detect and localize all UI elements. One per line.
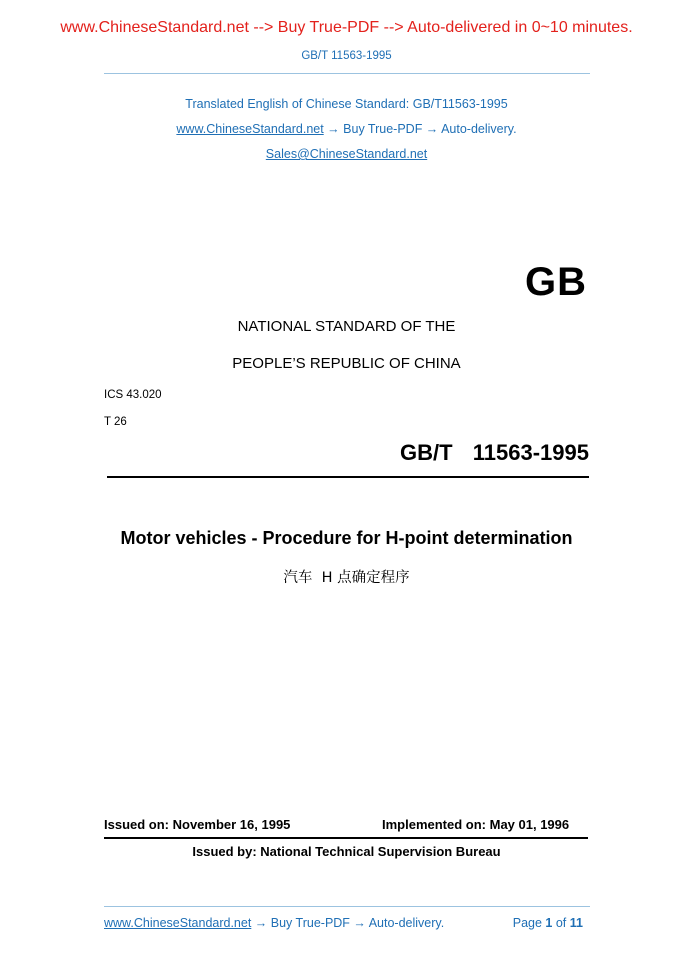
footer-site-link[interactable]: www.ChineseStandard.net (104, 916, 252, 930)
header-standard-code: GB/T 11563-1995 (301, 50, 392, 62)
dates-rule (104, 837, 588, 839)
footer-divider (104, 906, 590, 907)
implemented-date: Implemented on: May 01, 1996 (382, 817, 570, 832)
page-current: 1 (545, 916, 553, 930)
standard-number: GB/T 11563-1995 (399, 440, 589, 465)
issued-date: Issued on: November 16, 1995 (104, 817, 291, 832)
header-divider (104, 73, 590, 74)
document-title-chinese: 汽车 H 点确定程序 (283, 570, 410, 586)
document-title-english: Motor vehicles - Procedure for H-point determination (120, 528, 573, 548)
sales-email-link[interactable]: Sales@ChineseStandard.net (265, 147, 428, 161)
page-of: of (555, 916, 567, 930)
translated-notice: Translated English of Chinese Standard: GB/T11563-1995 (185, 97, 508, 111)
page-total: 11 (569, 916, 583, 930)
ics-code: ICS 43.020 (104, 389, 162, 401)
buy-text: → Buy True-PDF → Auto-delivery. (323, 122, 517, 136)
national-standard-line2: PEOPLE’S REPUBLIC OF CHINA (232, 355, 461, 372)
buy-line (0, 122, 693, 136)
footer-buy-line (104, 916, 444, 930)
national-standard-line1: NATIONAL STANDARD OF THE (237, 318, 456, 335)
standard-number-rule (107, 476, 589, 478)
page-indicator (513, 916, 583, 930)
gb-logo: GB (525, 260, 587, 304)
page-label: Page (512, 916, 542, 930)
sales-line (0, 147, 693, 161)
t-code: T 26 (104, 416, 127, 428)
site-link[interactable]: www.ChineseStandard.net (176, 122, 324, 136)
issuing-body: Issued by: National Technical Supervision Bureau (192, 844, 501, 859)
footer-buy-text: → Buy True-PDF → Auto-delivery. (251, 916, 445, 930)
top-banner[interactable]: www.ChineseStandard.net --> Buy True-PDF --> Auto-delivered in 0~10 minutes. (60, 19, 633, 36)
